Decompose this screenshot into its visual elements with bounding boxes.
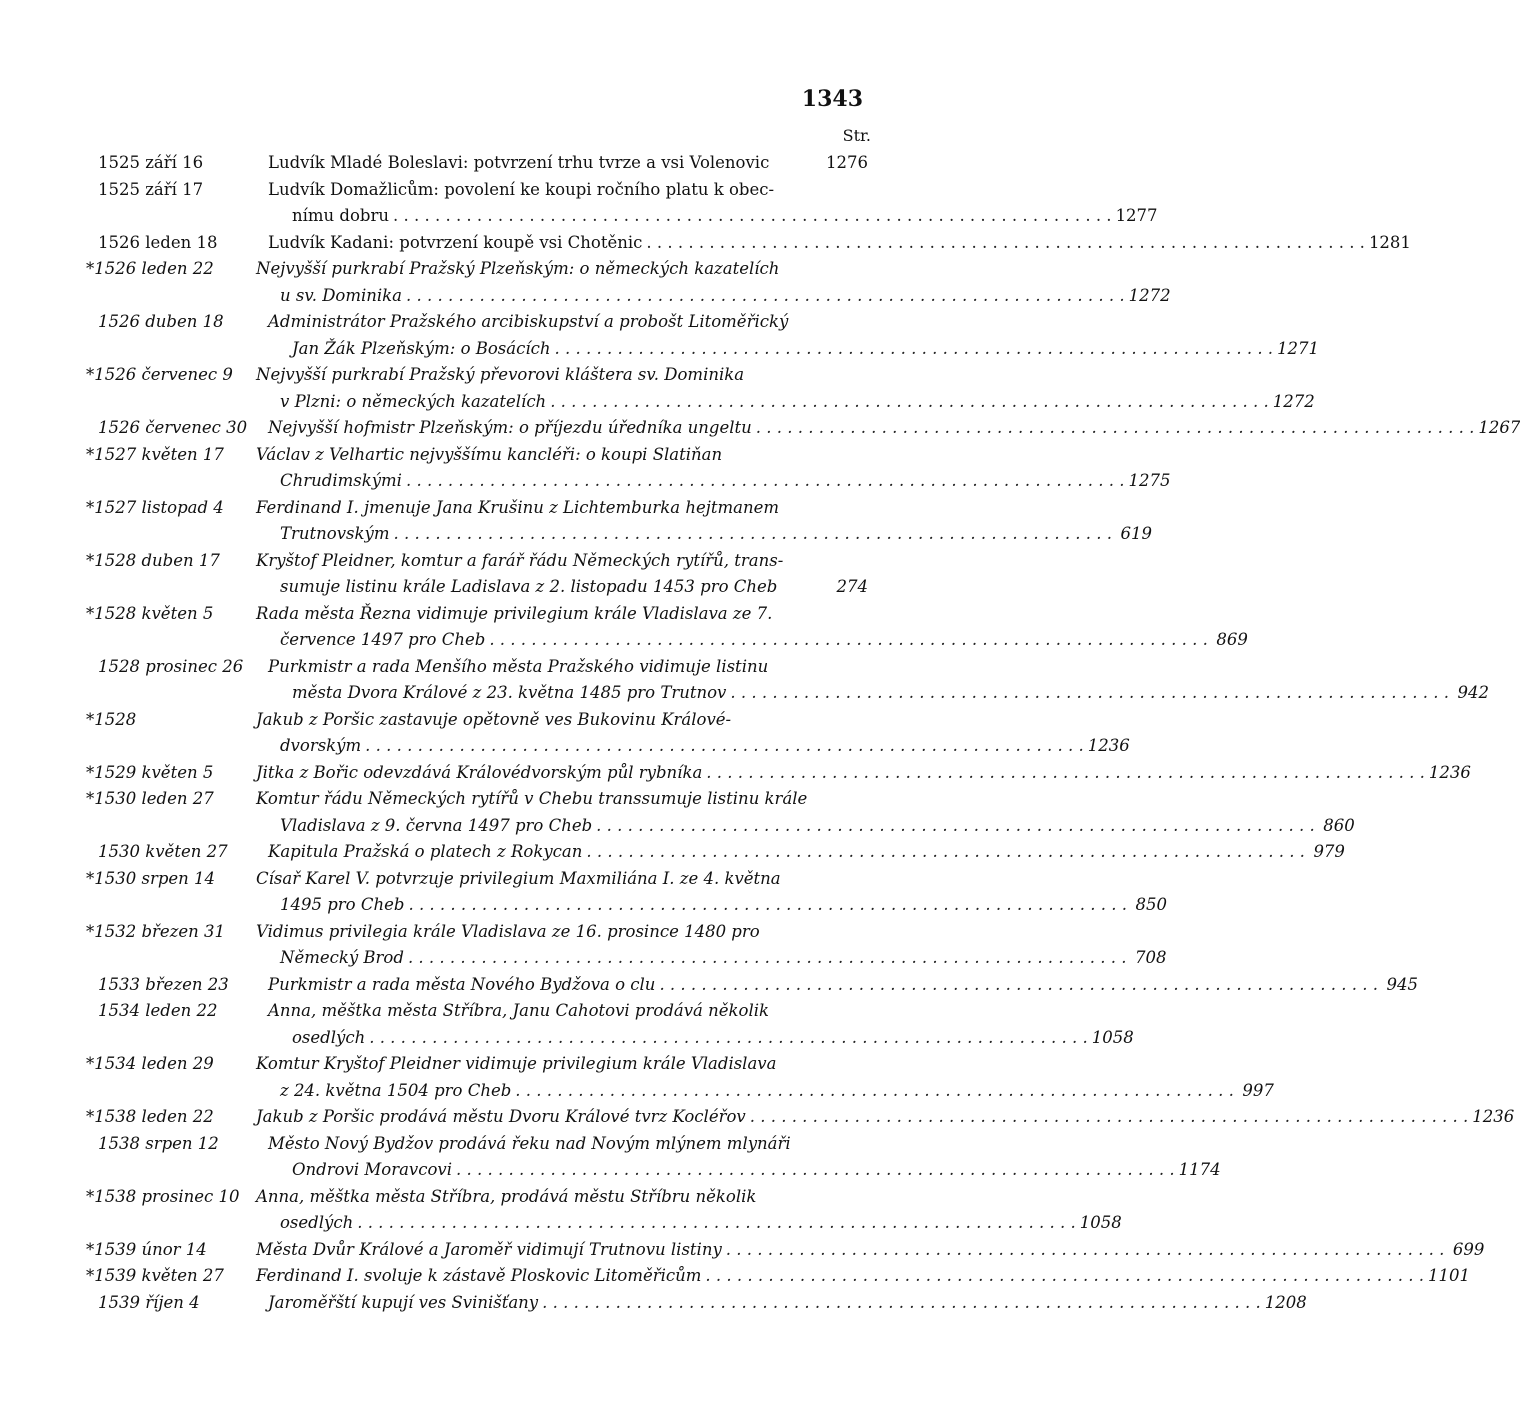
entry-line: [268, 998, 1134, 1025]
entry-date: *1538 prosinec 10: [86, 1186, 240, 1206]
index-entry: [86, 1263, 1470, 1290]
entry-page: 1267: [1478, 418, 1520, 437]
entries-list: [86, 150, 1520, 1316]
entry-line: [256, 1104, 1514, 1131]
entry-page: 860: [1323, 815, 1355, 835]
entry-page: 1236: [1428, 762, 1471, 782]
entry-page: 1276: [826, 153, 868, 172]
entry-date: 1526 leden 18: [98, 232, 218, 252]
entry-line: [256, 733, 1130, 760]
entry-line: [256, 1184, 1122, 1211]
entry-date: *1527 květen 17: [86, 444, 224, 464]
entry-line: [256, 760, 1471, 787]
entry-line: [256, 362, 1315, 389]
entry-body: [256, 1051, 1274, 1104]
entry-body: [256, 495, 1152, 548]
entry-line: [268, 309, 1319, 336]
entry-body: [268, 177, 1158, 230]
entry-text: osedlých: [292, 1027, 366, 1047]
entry-body: [256, 919, 1167, 972]
entry-text: 1495 pro Cheb: [280, 895, 405, 914]
entry-page: 1272: [1128, 285, 1171, 305]
entry-page: 708: [1135, 948, 1167, 967]
entry-page: 1236: [1472, 1107, 1515, 1126]
dot-leader: [511, 1078, 1238, 1105]
entry-page: 619: [1120, 524, 1153, 543]
entry-date: 1530 květen 27: [98, 842, 228, 861]
entry-line: [256, 813, 1355, 840]
entry-line: [256, 574, 868, 601]
entry-date: 1526 červenec 30: [98, 418, 248, 437]
entry-text: Vladislava z 9. června 1497 pro Cheb: [280, 815, 593, 835]
index-entry: [86, 919, 1167, 972]
dot-leader: [546, 389, 1273, 416]
entry-line: [256, 866, 1167, 893]
entry-line: [268, 415, 1520, 442]
entry-line: [268, 1290, 1307, 1317]
entry-date: 1539 říjen 4: [98, 1292, 200, 1312]
entry-body: [268, 150, 868, 177]
dot-leader: [582, 839, 1309, 866]
entry-body: [256, 1184, 1122, 1237]
entry-page: 1058: [1079, 1213, 1122, 1232]
index-entry: [86, 601, 1248, 654]
entry-body: [256, 1104, 1514, 1131]
entry-page: 1236: [1087, 736, 1130, 755]
entry-line: [256, 786, 1355, 813]
entry-line: [256, 442, 1171, 469]
entry-text: Jan Žák Plzeňským: o Bosácích: [292, 338, 551, 358]
entry-text: u sv. Dominika: [280, 285, 403, 305]
entry-line: [256, 1078, 1274, 1105]
entry-date: *1530 srpen 14: [86, 868, 216, 888]
entry-page: 1058: [1091, 1027, 1134, 1047]
dot-leader: [538, 1290, 1265, 1317]
entry-page: 1281: [1368, 232, 1411, 252]
index-entry: [86, 150, 868, 177]
index-entry: [86, 1237, 1485, 1264]
entry-text: Jaroměřští kupují ves Svinišťany: [268, 1292, 539, 1312]
entry-text: Německý Brod: [280, 948, 404, 967]
dot-leader: [769, 150, 826, 177]
entry-line: [256, 1263, 1470, 1290]
entry-text: července 1497 pro Cheb: [280, 630, 486, 649]
entry-text: Komtur Kryštof Pleidner vidimuje privilegium krále Vladislava: [256, 1054, 777, 1073]
index-entry: [86, 177, 1158, 230]
entry-text: Ludvík Mladé Boleslavi: potvrzení trhu tvrze a vsi Volenovic: [268, 153, 770, 172]
index-entry: [86, 1184, 1122, 1237]
entry-page: 997: [1242, 1080, 1274, 1100]
dot-leader: [702, 760, 1429, 787]
entry-text: Rada města Řezna vidimuje privilegium krále Vladislava ze 7.: [256, 603, 773, 623]
entry-text: Nejvyšší purkrabí Pražský Plzeňským: o německých kazatelích: [256, 259, 780, 278]
dot-leader: [655, 972, 1382, 999]
entry-page: 274: [836, 577, 868, 596]
entry-line: [256, 495, 1152, 522]
dot-leader: [404, 892, 1131, 919]
entry-text: Václav z Velhartic nejvyššímu kancléři: o koupi Slatiňan: [256, 444, 723, 464]
entry-text: Město Nový Bydžov prodává řeku nad Novým mlýnem mlynáři: [268, 1133, 791, 1153]
entry-date: 1525 září 16: [98, 153, 204, 172]
entry-line: [268, 150, 868, 177]
entry-line: [256, 892, 1167, 919]
index-entry: [86, 415, 1520, 442]
entry-line: [256, 283, 1171, 310]
entry-line: [268, 336, 1319, 363]
dot-leader: [389, 203, 1116, 230]
entry-text: sumuje listinu krále Ladislava z 2. listopadu 1453 pro Cheb: [280, 577, 778, 596]
entry-text: Vidimus privilegia krále Vladislava ze 16. prosince 1480 pro: [256, 921, 760, 941]
entry-text: Trutnovským: [280, 524, 390, 543]
entry-body: [256, 1237, 1484, 1264]
entry-line: [268, 680, 1489, 707]
entry-text: Anna, měštka města Stříbra, Janu Cahotovi prodává několik: [268, 1001, 769, 1020]
entry-body: [256, 760, 1471, 787]
entry-page: 699: [1452, 1239, 1485, 1259]
entry-text: Kapitula Pražská o platech z Rokycan: [268, 842, 583, 861]
entry-line: [256, 627, 1248, 654]
entry-line: [268, 1131, 1221, 1158]
entry-date: *1530 leden 27: [86, 789, 214, 808]
index-entry: [86, 839, 1345, 866]
dot-leader: [402, 283, 1129, 310]
entry-page: 850: [1135, 895, 1168, 914]
index-entry: [86, 654, 1489, 707]
dot-leader: [701, 1263, 1428, 1290]
entry-body: [268, 998, 1134, 1051]
entry-text: Nejvyšší hofmistr Plzeňským: o příjezdu úředníka ungeltu: [268, 418, 752, 437]
entry-body: [268, 972, 1418, 999]
entry-line: [256, 1051, 1274, 1078]
entry-page: 942: [1457, 683, 1489, 702]
dot-leader: [485, 627, 1212, 654]
entry-line: [256, 548, 868, 575]
entry-line: [256, 521, 1152, 548]
index-entry: [86, 442, 1171, 495]
index-entry: [86, 548, 868, 601]
entry-date: *1528 květen 5: [86, 603, 214, 623]
entry-date: 1538 srpen 12: [98, 1133, 219, 1153]
entry-body: [256, 256, 1171, 309]
entry-line: [268, 177, 1158, 204]
index-entry: [86, 1290, 1307, 1317]
entry-date: *1539 únor 14: [86, 1239, 207, 1259]
dot-leader: [402, 468, 1129, 495]
entry-page: 1208: [1264, 1292, 1307, 1312]
entry-page: 1272: [1272, 391, 1315, 411]
dot-leader: [365, 1025, 1092, 1052]
entry-page: 1277: [1115, 206, 1158, 225]
entry-text: v Plzni: o německých kazatelích: [280, 391, 547, 411]
dot-leader: [726, 680, 1453, 707]
entry-date: 1525 září 17: [98, 179, 204, 199]
dot-leader: [642, 230, 1369, 257]
entry-text: Nejvyšší purkrabí Pražský převorovi kláštera sv. Dominika: [256, 365, 745, 384]
index-entry: [86, 495, 1153, 548]
entry-body: [256, 362, 1315, 415]
dot-leader: [746, 1104, 1473, 1131]
index-entry: [86, 362, 1315, 415]
entry-body: [256, 707, 1130, 760]
entry-text: Jakub z Poršic prodává městu Dvoru Králové tvrz Kocléřov: [256, 1107, 746, 1126]
entry-line: [256, 1237, 1484, 1264]
entry-body: [256, 786, 1355, 839]
entry-line: [268, 654, 1489, 681]
entry-page: 945: [1386, 974, 1418, 994]
entry-text: nímu dobru: [292, 206, 389, 225]
entry-date: *1528: [86, 709, 137, 729]
dot-leader: [353, 1210, 1080, 1237]
entry-line: [256, 601, 1248, 628]
entry-text: Císař Karel V. potvrzuje privilegium Maxmiliána I. ze 4. května: [256, 868, 781, 888]
entry-body: [256, 1263, 1470, 1290]
index-entry: [86, 1131, 1221, 1184]
entry-page: 979: [1313, 842, 1345, 861]
entry-date: *1526 červenec 9: [86, 365, 233, 384]
entry-body: [268, 230, 1411, 257]
entry-text: města Dvora Králové z 23. května 1485 pro Trutnov: [292, 683, 727, 702]
entry-page: 1101: [1427, 1266, 1470, 1285]
entry-date: 1528 prosinec 26: [98, 656, 244, 676]
entry-date: *1527 listopad 4: [86, 497, 224, 517]
entry-body: [256, 601, 1248, 654]
entry-line: [268, 1025, 1134, 1052]
dot-leader: [389, 521, 1116, 548]
index-entry: [86, 707, 1130, 760]
dot-leader: [361, 733, 1088, 760]
entry-body: [268, 415, 1520, 442]
entry-line: [268, 1157, 1221, 1184]
entry-body: [268, 309, 1319, 362]
entry-date: *1539 květen 27: [86, 1266, 224, 1285]
entry-text: Purkmistr a rada města Nového Bydžova o clu: [268, 974, 656, 994]
entry-line: [256, 707, 1130, 734]
entry-text: Komtur řádu Německých rytířů v Chebu transsumuje listinu krále: [256, 789, 808, 808]
entry-line: [256, 945, 1167, 972]
entry-line: [256, 468, 1171, 495]
entry-text: osedlých: [280, 1213, 354, 1232]
entry-text: Jitka z Bořic odevzdává Královédvorským půl rybníka: [256, 762, 703, 782]
entry-date: *1532 březen 31: [86, 921, 226, 941]
entry-text: Ferdinand I. jmenuje Jana Krušinu z Lichtemburka hejtmanem: [256, 497, 779, 517]
entry-body: [256, 866, 1167, 919]
index-entry: [86, 972, 1418, 999]
entry-line: [268, 972, 1418, 999]
entry-text: z 24. května 1504 pro Cheb: [280, 1080, 512, 1100]
entry-text: Ludvík Domažlicům: povolení ke koupi ročního platu k obec-: [268, 179, 775, 199]
entry-text: Administrátor Pražského arcibiskupství a probošt Litoměřický: [268, 312, 789, 331]
index-entry: [86, 1104, 1515, 1131]
entry-page: 1174: [1178, 1160, 1221, 1179]
entry-body: [256, 548, 868, 601]
entry-date: 1533 březen 23: [98, 974, 229, 994]
entry-text: Anna, měštka města Stříbra, prodává městu Stříbru několik: [256, 1186, 757, 1206]
str-label: Str.: [842, 126, 871, 145]
entry-line: [268, 203, 1158, 230]
entry-body: [268, 1131, 1221, 1184]
entry-text: Jakub z Poršic zastavuje opětovně ves Bukovinu Králové-: [256, 709, 732, 729]
entry-text: dvorským: [280, 736, 362, 755]
index-entry: [86, 760, 1471, 787]
entry-page: 1271: [1277, 338, 1320, 358]
entry-date: *1526 leden 22: [86, 259, 214, 278]
entry-body: [268, 654, 1489, 707]
dot-leader: [777, 574, 832, 601]
entry-text: Ferdinand I. svoluje k zástavě Ploskovic Litoměřicům: [256, 1266, 702, 1285]
entry-line: [256, 1210, 1122, 1237]
entry-line: [256, 389, 1315, 416]
entry-page: 869: [1216, 630, 1248, 649]
entry-date: 1534 leden 22: [98, 1001, 218, 1020]
page-number: 1343: [801, 86, 863, 112]
dot-leader: [551, 336, 1278, 363]
entry-date: *1534 leden 29: [86, 1054, 214, 1073]
entry-text: Ondrovi Moravcovi: [292, 1160, 453, 1179]
dot-leader: [722, 1237, 1449, 1264]
entry-text: Ludvík Kadani: potvrzení koupě vsi Chotěnic: [268, 232, 643, 252]
index-entry: [86, 786, 1355, 839]
entry-body: [256, 442, 1171, 495]
index-entry: [86, 230, 1411, 257]
entry-line: [256, 919, 1167, 946]
dot-leader: [592, 813, 1319, 840]
dot-leader: [752, 415, 1479, 442]
entry-date: *1538 leden 22: [86, 1107, 214, 1126]
dot-leader: [404, 945, 1131, 972]
entry-text: Kryštof Pleidner, komtur a farář řádu Německých rytířů, trans-: [256, 550, 784, 570]
entry-body: [268, 1290, 1307, 1317]
index-entry: [86, 866, 1168, 919]
entry-date: *1528 duben 17: [86, 550, 220, 570]
dot-leader: [452, 1157, 1179, 1184]
index-entry: [86, 309, 1320, 362]
entry-date: *1529 květen 5: [86, 762, 214, 782]
entry-text: Purkmistr a rada Menšího města Pražského vidimuje listinu: [268, 656, 769, 676]
entry-text: Chrudimskými: [280, 471, 402, 490]
index-entry: [86, 998, 1134, 1051]
entry-page: 1275: [1128, 471, 1171, 490]
entry-line: [268, 839, 1345, 866]
index-entry: [86, 1051, 1274, 1104]
entry-body: [268, 839, 1345, 866]
entry-line: [256, 256, 1171, 283]
index-entry: [86, 256, 1171, 309]
entry-date: 1526 duben 18: [98, 312, 224, 331]
entry-text: Města Dvůr Králové a Jaroměř vidimují Trutnovu listiny: [256, 1239, 722, 1259]
entry-line: [268, 230, 1411, 257]
